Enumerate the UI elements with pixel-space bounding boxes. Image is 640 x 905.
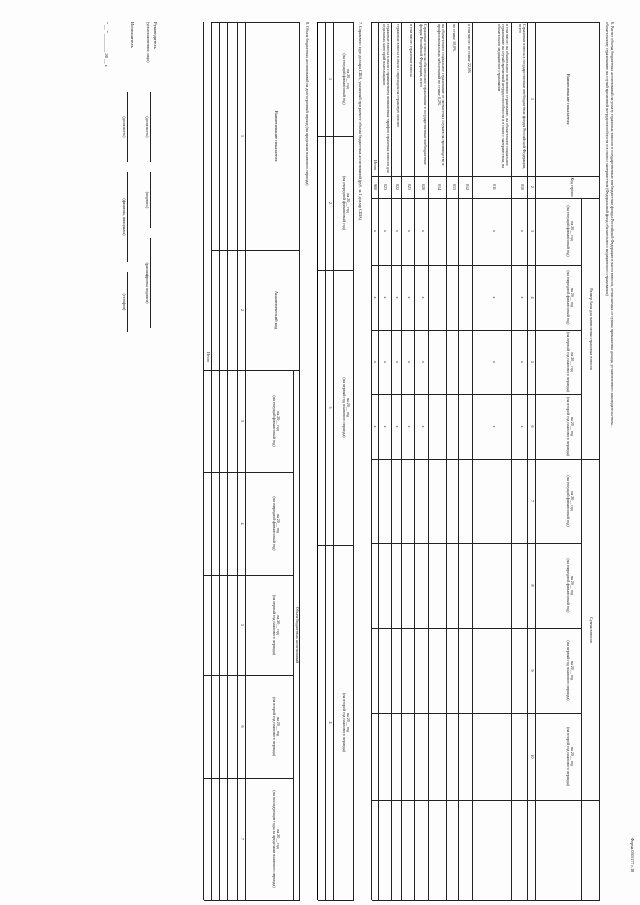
s8-head-name: Наименование показателя [274,110,279,162]
row-021-mark-6: x [407,425,412,428]
s8-col-7 [272,780,280,898]
s7-num-2: 2 [328,202,333,204]
s8-num-4: 4 [240,522,245,525]
s8-col-5 [272,577,280,673]
col-head-7-sub: (на текущий финансовый год) [565,475,571,527]
total-code: 900 [373,184,378,190]
s8-col-4-year: на 20__ год [276,513,281,534]
row-020-mark-5: x [421,361,426,363]
row-011-code: 011 [492,184,497,190]
col-head-10 [566,715,574,798]
s7-col-1-year: на 20__ год [346,69,351,89]
s7-col-1 [342,24,350,134]
total-mark-6: x [373,425,378,428]
s7-col-3-year: на 20__ год [346,397,351,418]
col-head-6-sub: (на второй год планового периода) [565,397,571,456]
s8-num-7: 7 [240,838,245,840]
total-mark-4: x [373,296,378,299]
s8-num-5: 5 [240,624,245,626]
row-021-name: в том числе: страховые взносы [409,24,414,77]
col-head-7-year: на 20__ год [570,491,575,511]
s7-col-3 [342,272,350,543]
col-head-5-year: на 20__ год [570,352,575,372]
s8-num-1: 1 [240,135,245,137]
row-010-code: 010 [520,184,525,190]
exec-name-caption: (фамилия, инициалы) [122,198,127,236]
s8-head-code: Аналитический код [274,290,279,330]
row-014-name: на обязательное социальное страхование от несчастных случаев на производстве и профессиональных заболеваний по ставке 0,2% [436,24,446,166]
row-013-name: по ставке 10,0% [452,24,457,52]
date-line: " __ " ________ 20 __ г. [104,22,109,68]
head-sub: (уполномоченное лицо) [146,22,151,63]
col-head-8 [566,545,574,626]
row-011-mark-3: x [492,230,497,232]
colnum-2: 2 [530,186,535,188]
row-010-mark-6: x [520,425,525,428]
row-023-code: 023 [383,184,388,190]
row-021-mark-5: x [407,361,412,363]
s8-col-6 [272,677,280,776]
colnum-5: 5 [530,361,535,363]
colnum-7: 7 [530,500,535,502]
head-label: Руководитель [153,22,158,49]
row-023-name: страховые взносы в связи с применением пониженных тарифов страховых взносов для отдельных категорий плательщиков [381,24,391,173]
row-021-code: 021 [407,184,412,190]
colnum-1: 1 [530,98,535,100]
head-name-caption: (расшифровка подписи) [145,262,150,304]
s8-col-5-sub: (на первый год планового периода) [271,595,277,655]
col-head-4-sub: (на очередной финансовый год) [565,270,571,325]
s7-col-4 [342,547,350,898]
row-010-mark-4: x [520,296,525,299]
head-sig-caption: (подпись) [145,191,150,209]
s8-col-3 [272,372,280,470]
s8-col-4 [272,474,280,573]
col-head-8-year: на 20__ год [570,575,575,596]
row-010-mark-5: x [520,361,525,363]
col-head-9-year: на 20__ год [570,660,575,681]
row-011-name: в том числе: на обязательное пенсионное страхование, на обязательное социальное страхование на случай временной нетрудоспособности и в связи с материнством, на обязательное медицинское страхование [496,24,510,168]
col-head-9-sub: (на первый год планового периода) [565,640,571,701]
row-023-mark-5: x [383,361,388,363]
col-head-5 [566,332,574,392]
row-023-mark-6: x [383,425,388,428]
row-012-name: в том числе: по ставке 22,0% [467,24,472,74]
row-020-mark-3: x [421,230,426,232]
col-head-3-sub: (на текущий финансовый год) [565,205,571,257]
row-022-code: 022 [395,184,400,190]
col-head-name: Наименование показателя [566,73,571,125]
col-head-10-sub: (на второй год планового периода) [565,727,571,786]
s7-num-3: 3 [328,406,333,409]
head-pos-caption: (должность) [145,116,150,138]
s8-total-label: Итого [206,352,211,363]
col-head-sum-group: Сумма взносов [589,617,594,643]
col-head-6-year: на 20__ год [570,416,575,437]
section-6-subtitle: обязательному страхованию на случай временной нетрудоспособности и в связи с материнством (Федеральный фонд обязательного медицинского страхования) [605,22,610,296]
row-011-mark-6: x [492,425,497,428]
s7-col-4-sub: (на второй год планового периода) [341,693,347,752]
row-013-code: 013 [452,184,457,190]
col-head-10-year: на 20__ год [570,746,575,767]
colnum-9: 9 [530,669,535,672]
row-023-mark-3: x [383,230,388,232]
col-head-3-year: на 20__ год [570,221,575,241]
s8-head-group: Объем бюджетных ассигнований [295,606,300,664]
section-8-title: 8. Объем бюджетных ассигнований на долгосрочный период (на пределами планового периода) [305,22,310,186]
colnum-10: 10 [530,754,535,759]
colnum-8: 8 [530,584,535,587]
s7-col-1-sub: (на текущий финансовый год) [341,53,347,105]
s7-num-4: 4 [328,721,333,724]
row-020-code: 020 [421,184,426,190]
col-head-9 [566,630,574,711]
exec-pos-caption: (должность) [122,116,127,138]
col-head-7 [566,461,574,541]
col-head-code: Код строки [570,177,575,197]
section-7-title: 7. Справочно: курс доллара США, указанный при расчете объема бюджетных ассигнований (руб. за 1 доллар США) [358,22,363,221]
s8-col-3-year: на 20__ год [276,411,281,431]
s7-num-1: 1 [328,78,333,80]
row-022-mark-5: x [395,361,400,363]
exec-phone-caption: (телефон) [122,293,127,311]
row-014-code: 014 [437,184,442,190]
s8-col-6-sub: (на второй год планового периода) [271,697,277,756]
colnum-6: 6 [530,425,535,428]
form-code: Форма 0505177 с.18 [630,838,635,873]
s7-col-2 [342,138,350,268]
col-head-8-sub: (на очередной финансовый год) [565,558,571,613]
row-020-mark-4: x [421,296,426,299]
s8-col-4-sub: (на очередной финансовый год) [271,496,277,551]
row-011-mark-4: x [492,296,497,299]
s7-col-3-sub: (на первый год планового периода) [341,377,347,438]
row-020-mark-6: x [421,425,426,428]
exec-label: Исполнитель [130,22,135,48]
total-mark-5: x [373,361,378,363]
row-010-mark-3: x [520,230,525,232]
colnum-3: 3 [530,230,535,232]
s8-num-3: 3 [240,420,245,422]
section-6-title: 6. Расчет объема бюджетных ассигнований на уплату страховых взносов в государственные внебюджетные фонды Российской Федерации в части взносов, отчисляемых от суммы превышения дохода, установленного законодательством... [610,22,615,428]
col-head-rate-group: Размер базы для начисления страховых взносов [589,288,594,370]
row-012-code: 012 [465,184,470,190]
s7-col-2-sub: (на очередной финансовый год) [341,175,347,231]
row-022-name: страховые взносы в связи с переходом на страховую пенсию [396,24,401,128]
col-head-6 [566,396,574,457]
row-011-mark-5: x [492,361,497,363]
total-label: Итого [373,160,378,171]
row-020-name: Страховые взносы на обязательное страхование в государственные внебюджетные фонды Российской Федерации, всего [418,24,428,165]
s8-col-5-year: на 20__ год [276,615,281,635]
s8-col-3-sub: (на текущий финансовый год) [271,395,277,447]
row-021-mark-3: x [407,230,412,232]
row-022-mark-6: x [395,425,400,428]
col-head-4 [566,267,574,328]
row-021-mark-4: x [407,296,412,299]
row-010-name: Страховые взносы в государственные внебюджетные фонды Российской Федерации, всего [517,24,527,169]
s8-num-6: 6 [240,725,245,728]
colnum-4: 4 [530,296,535,299]
s8-col-7-year: на 20__ год [276,829,281,849]
s8-col-6-year: на 20__ год [276,716,281,737]
col-head-3 [566,200,574,262]
col-head-4-year: на 20__ год [570,287,575,308]
total-mark-3: x [373,230,378,232]
row-023-mark-4: x [383,296,388,299]
s8-num-2: 2 [240,309,245,311]
s7-col-2-year: на 20__ год [346,193,351,213]
s8-col-7-sub: (на последующие годы за пределами планового периода) [271,790,277,888]
row-022-mark-4: x [395,296,400,299]
col-head-5-sub: (на первый год планового периода) [565,332,571,392]
row-022-mark-3: x [395,230,400,232]
s7-col-4-year: на 20__ год [346,712,351,733]
